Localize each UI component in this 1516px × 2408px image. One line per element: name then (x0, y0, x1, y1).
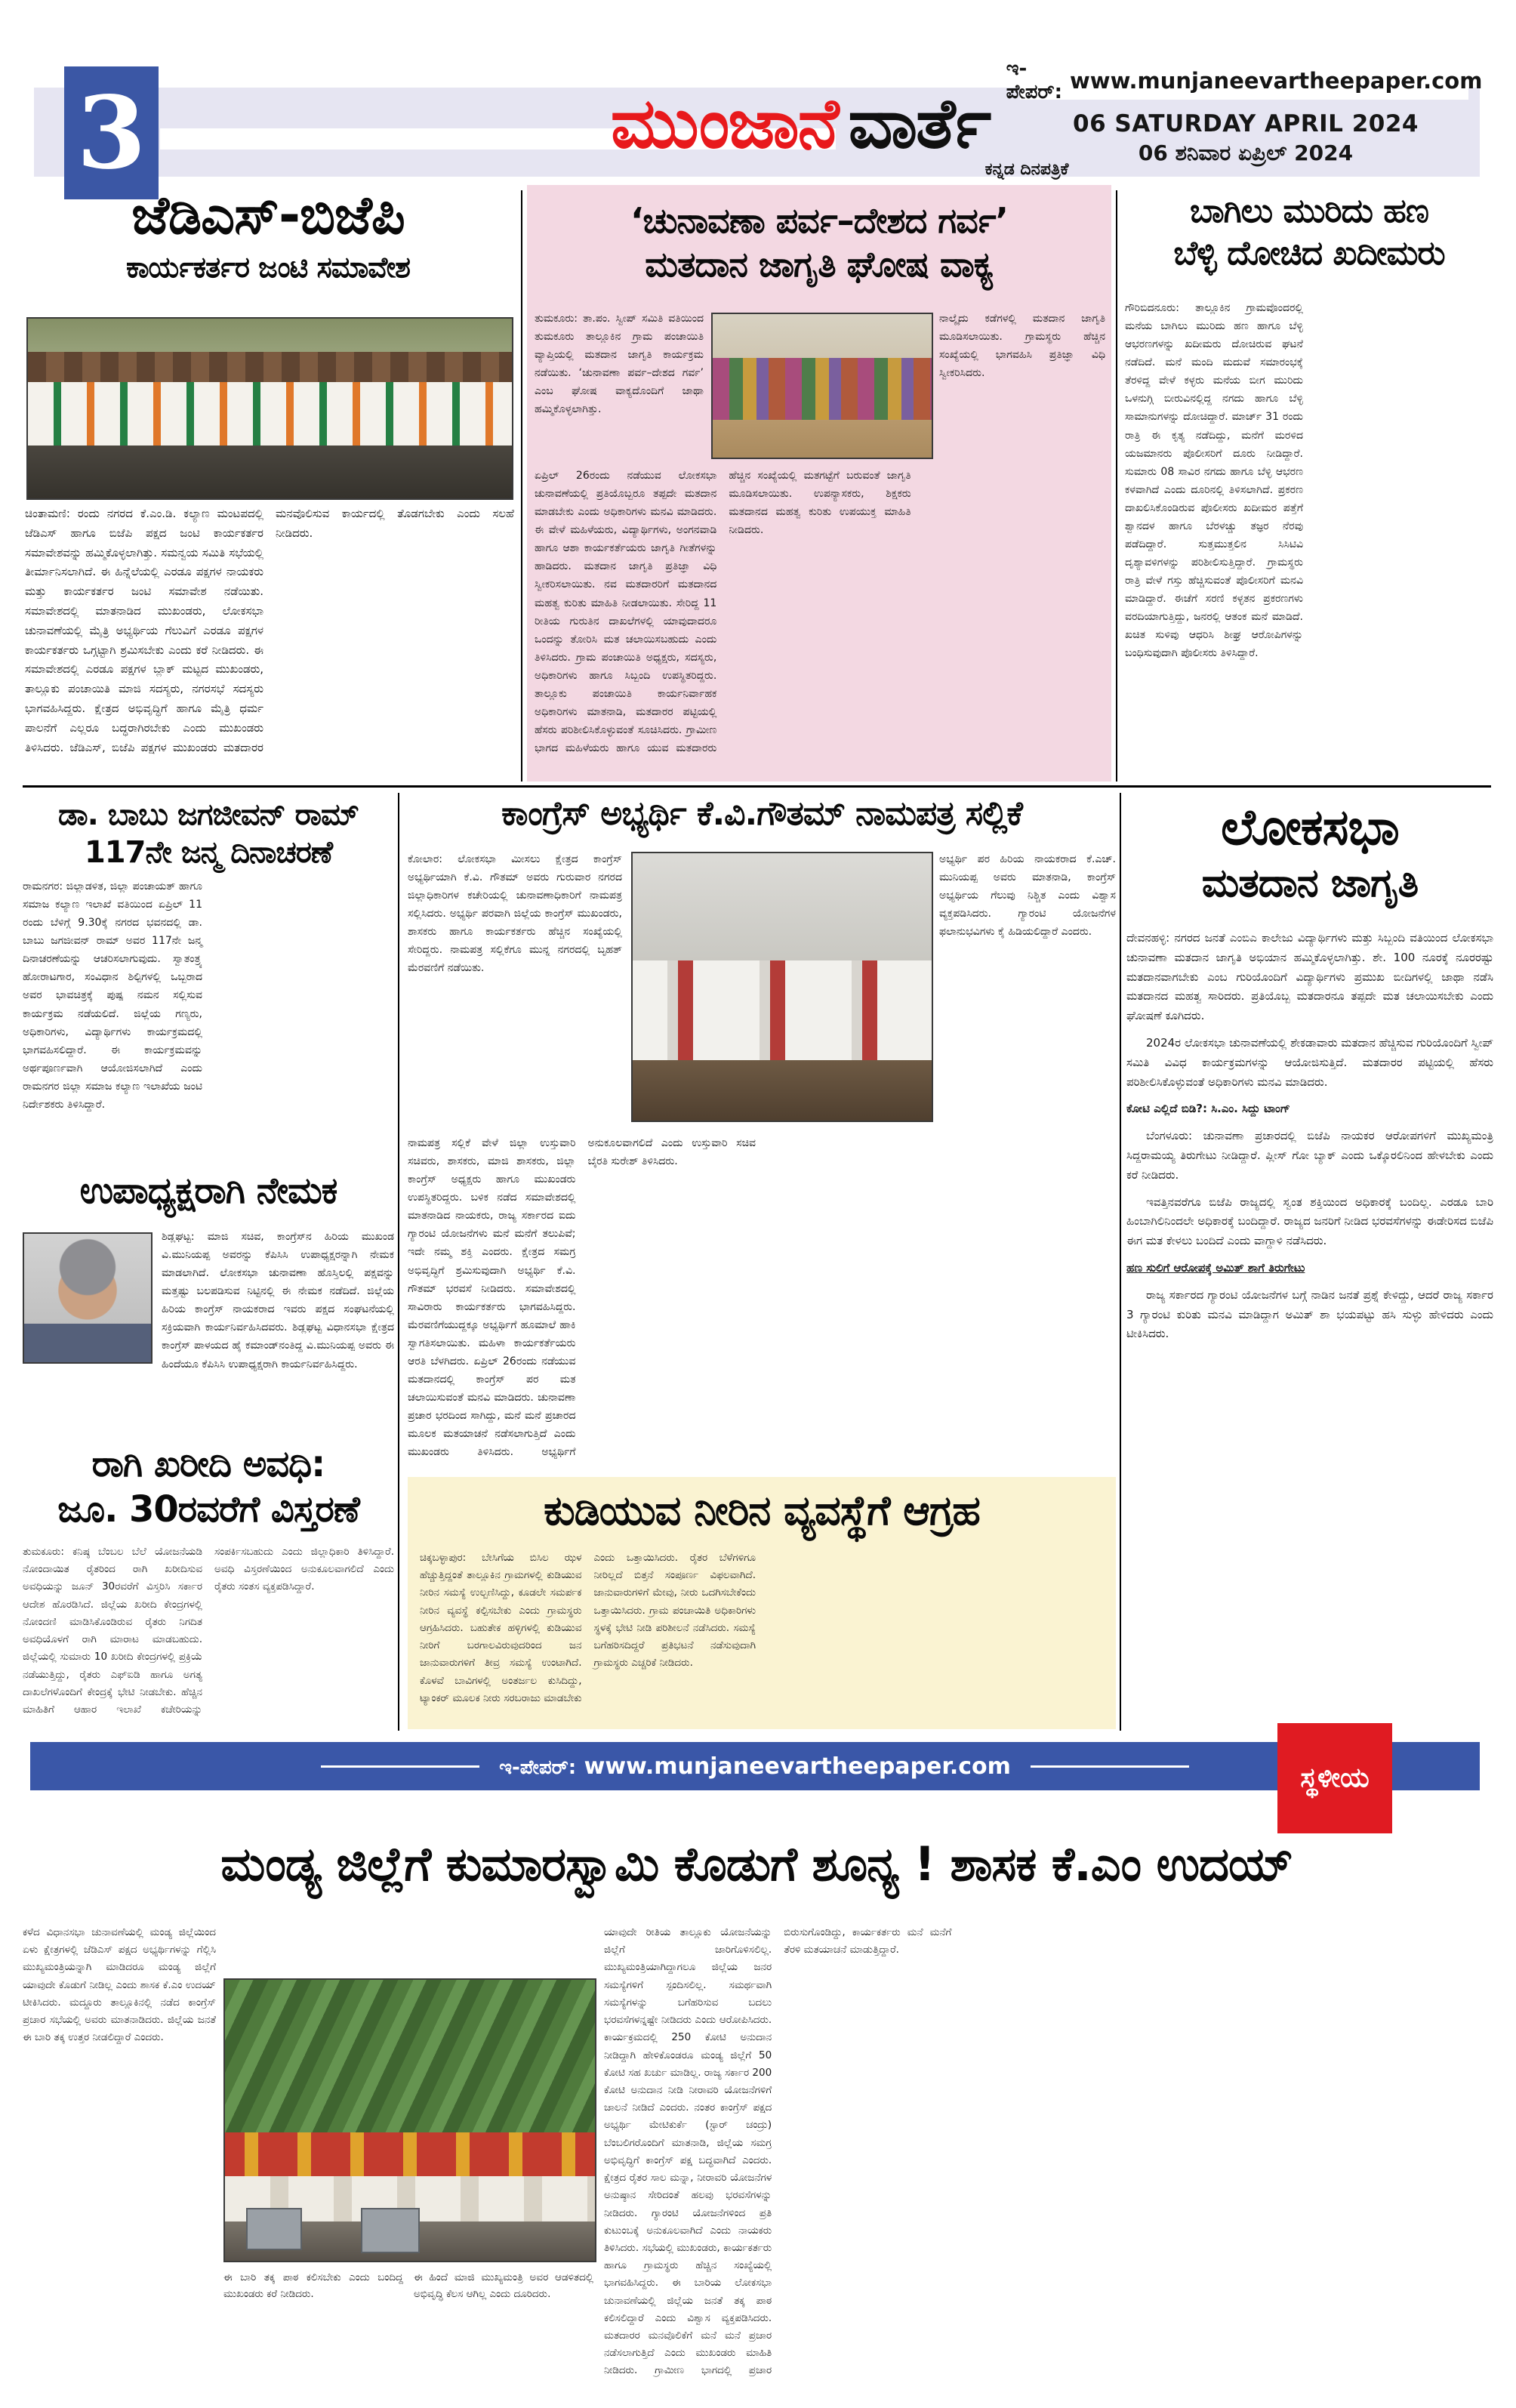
loudspeaker-icon (361, 2208, 420, 2253)
header-website-url[interactable]: www.munjaneevartheepaper.com (1070, 68, 1483, 94)
gautham-body-right (939, 850, 1116, 1128)
section-divider (23, 785, 1491, 788)
gautham-body-left (408, 850, 622, 1128)
header-epaper-box (1006, 57, 1483, 103)
epaper-label: ಇ-ಪೇಪರ್: (1006, 57, 1062, 103)
gautham-headline: ಕಾಂಗ್ರೆಸ್ ಅಭ್ಯರ್ಥಿ ಕೆ.ವಿ.ಗೌತಮ್ ನಾಮಪತ್ರ ಸಲ್ಲಿಕೆ (501, 794, 1022, 833)
column-rule (398, 793, 399, 1731)
article-text: ಏಪ್ರಿಲ್ 26ರಂದು ನಡೆಯುವ ಲೋಕಸಭಾ ಚುನಾವಣೆಯಲ್ಲಿ ಪ್ರತಿಯೊಬ್ಬರೂ ತಪ್ಪದೇ ಮತದಾನ ಮಾಡಬೇಕು ಎಂದು ಅಧಿಕಾರಿಗಳು ಮನವಿ ಮಾಡಿದರು. ಈ ವೇಳೆ ಮಹಿಳೆಯರು, ವಿದ್ಯಾರ್ಥಿಗಳು, ಅಂಗನವಾಡಿ ಹಾಗೂ ಆಶಾ ಕಾರ್ಯಕರ್ತೆಯರು ಜಾಗೃತಿ ಗೀತೆಗಳನ್ನು ಹಾಡಿದರು. ಮತದಾನ ಜಾಗೃತಿ ಪ್ರತಿಜ್ಞಾ ವಿಧಿ ಸ್ವೀಕರಿಸಲಾಯಿತು. ನವ ಮತದಾರರಿಗೆ ಮತದಾನದ ಮಹತ್ವ ಕುರಿತು ಮಾಹಿತಿ ನೀಡಲಾಯಿತು. ಸೇರಿದ್ದ 11 ರೀತಿಯ ಗುರುತಿನ ದಾಖಲೆಗಳಲ್ಲಿ ಯಾವುದಾದರೂ ಒಂದನ್ನು ತೋರಿಸಿ ಮತ ಚಲಾಯಿಸಬಹುದು ಎಂದು ತಿಳಿಸಿದರು. ಗ್ರಾಮ ಪಂಚಾಯಿತಿ ಅಧ್ಯಕ್ಷರು, ಸದಸ್ಯರು, ಅಧಿಕಾರಿಗಳು ಹಾಗೂ ಸಿಬ್ಬಂದಿ ಉಪಸ್ಥಿತರಿದ್ದರು. ತಾಲ್ಲೂಕು ಪಂಚಾಯಿತಿ ಕಾರ್ಯನಿರ್ವಾಹಕ ಅಧಿಕಾರಿಗಳು ಮಾತನಾಡಿ, ಮತದಾರರ ಪಟ್ಟಿಯಲ್ಲಿ ಹೆಸರು ಪರಿಶೀಲಿಸಿಕೊಳ್ಳುವಂತೆ ಸೂಚಿಸಿದರು. ಗ್ರಾಮೀಣ ಭಾಗದ ಮಹಿಳೆಯರು ಹಾಗೂ ಯುವ ಮತದಾರರು ಹೆಚ್ಚಿನ ಸಂಖ್ಯೆಯಲ್ಲಿ ಮತಗಟ್ಟೆಗೆ ಬರುವಂತೆ ಜಾಗೃತಿ ಮೂಡಿಸಲಾಯಿತು. ಉಪನ್ಯಾಸಕರು, ಶಿಕ್ಷಕರು ಮತದಾನದ ಮಹತ್ವ ಕುರಿತು ಉಪಯುಕ್ತ ಮಾಹಿತಿ ನೀಡಿದರು. (535, 470, 911, 755)
jds-bjp-headline: ಜೆಡಿಎಸ್-ಬಿಜೆಪಿ (131, 184, 405, 246)
article-text: ರಾಜ್ಯ ಸರ್ಕಾರದ ಗ್ಯಾರಂಟಿ ಯೋಜನೆಗಳ ಬಗ್ಗೆ ನಾಡಿನ ಜನತೆ ಪ್ರಶ್ನೆ ಕೇಳಿದ್ದು, ಆದರೆ ರಾಜ್ಯ ಸರ್ಕಾರ 3 ಗ್ಯಾರಂಟಿ ಕುರಿತು ಮನವಿ ಮಾಡಿದ್ದಾಗ ಅಮಿತ್ ಶಾ ಭಯಪಟ್ಟು ಹಸಿ ಸುಳ್ಳು ಹೇಳಿದರು ಎಂದು ಟೀಕಿಸಿದರು. (1126, 1287, 1493, 1341)
loksabha-subhead-1: ಕೋಟಿ ಎಲ್ಲಿದೆ ಬಿಡಿ?: ಸಿ.ಎಂ. ಸಿದ್ದು ಟಾಂಗ್ (1126, 1102, 1290, 1116)
article-text: ಕಳೆದ ವಿಧಾನಸಭಾ ಚುನಾವಣೆಯಲ್ಲಿ ಮಂಡ್ಯ ಜಿಲ್ಲೆಯಿಂದ ಏಳು ಕ್ಷೇತ್ರಗಳಲ್ಲಿ ಜೆಡಿಎಸ್ ಪಕ್ಷದ ಅಭ್ಯರ್ಥಿಗಳನ್ನು ಗೆಲ್ಲಿಸಿ ಮುಖ್ಯಮಂತ್ರಿಯನ್ನಾಗಿ ಮಾಡಿದರೂ ಮಂಡ್ಯ ಜಿಲ್ಲೆಗೆ ಯಾವುದೇ ಕೊಡುಗೆ ನೀಡಿಲ್ಲ ಎಂದು ಶಾಸಕ ಕೆ.ಎಂ ಉದಯ್ ಟೀಕಿಸಿದರು. ಮದ್ದೂರು ತಾಲ್ಲೂಕಿನಲ್ಲಿ ನಡೆದ ಕಾಂಗ್ರೆಸ್ ಪ್ರಚಾರ ಸಭೆಯಲ್ಲಿ ಅವರು ಮಾತನಾಡಿದರು. ಜಿಲ್ಲೆಯ ಜನತೆ ಈ ಬಾರಿ ತಕ್ಕ ಉತ್ತರ ನೀಡಲಿದ್ದಾರೆ ಎಂದರು. (23, 1926, 216, 2044)
mandya-photo-caption (223, 2270, 593, 2388)
loksabha-body (1126, 929, 1493, 1729)
vicepresident-body (23, 1228, 394, 1438)
sveep-jatha-photo (711, 313, 933, 459)
jds-bjp-subhead: ಕಾರ್ಯಕರ್ತರ ಜಂಟಿ ಸಮಾವೇಶ (126, 251, 410, 284)
mandya-event-photo (223, 1978, 596, 2262)
article-text: ಗೌರಿಬಿದನೂರು: ತಾಲ್ಲೂಕಿನ ಗ್ರಾಮವೊಂದರಲ್ಲಿ ಮನೆಯ ಬಾಗಿಲು ಮುರಿದು ಹಣ ಹಾಗೂ ಬೆಳ್ಳಿ ಆಭರಣಗಳನ್ನು ಖದೀಮರು ದೋಚಿರುವ ಘಟನೆ ನಡೆದಿದೆ. ಮನೆ ಮಂದಿ ಮದುವೆ ಸಮಾರಂಭಕ್ಕೆ ತೆರಳಿದ್ದ ವೇಳೆ ಕಳ್ಳರು ಮನೆಯ ಬೀಗ ಮುರಿದು ಒಳನುಗ್ಗಿ ಬೀರುವಿನಲ್ಲಿದ್ದ ನಗದು ಹಾಗೂ ಬೆಳ್ಳಿ ಸಾಮಾನುಗಳನ್ನು ದೋಚಿದ್ದಾರೆ. ಮಾರ್ಚ್ 31 ರಂದು ರಾತ್ರಿ ಈ ಕೃತ್ಯ ನಡೆದಿದ್ದು, ಮನೆಗೆ ಮರಳಿದ ಯಜಮಾನರು ಪೊಲೀಸರಿಗೆ ದೂರು ನೀಡಿದ್ದಾರೆ. ಸುಮಾರು 08 ಸಾವಿರ ನಗದು ಹಾಗೂ ಬೆಳ್ಳಿ ಆಭರಣ ಕಳವಾಗಿದೆ ಎಂದು ದೂರಿನಲ್ಲಿ ತಿಳಿಸಲಾಗಿದೆ. ಪ್ರಕರಣ ದಾಖಲಿಸಿಕೊಂಡಿರುವ ಪೊಲೀಸರು ಖದೀಮರ ಪತ್ತೆಗೆ ಶ್ವಾನದಳ ಹಾಗೂ ಬೆರಳಚ್ಚು ತಜ್ಞರ ನೆರವು ಪಡೆದಿದ್ದಾರೆ. ಸುತ್ತಮುತ್ತಲಿನ ಸಿಸಿಟಿವಿ ದೃಶ್ಯಾವಳಿಗಳನ್ನು ಪರಿಶೀಲಿಸುತ್ತಿದ್ದಾರೆ. ಗ್ರಾಮಸ್ಥರು ರಾತ್ರಿ ವೇಳೆ ಗಸ್ತು ಹೆಚ್ಚಿಸುವಂತೆ ಪೊಲೀಸರಿಗೆ ಮನವಿ ಮಾಡಿದ್ದಾರೆ. ಈಚೆಗೆ ಸರಣಿ ಕಳ್ಳತನ ಪ್ರಕರಣಗಳು ವರದಿಯಾಗುತ್ತಿದ್ದು, ಜನರಲ್ಲಿ ಆತಂಕ ಮನೆ ಮಾಡಿದೆ. ಖಚಿತ ಸುಳಿವು ಆಧರಿಸಿ ಶೀಘ್ರ ಆರೋಪಿಗಳನ್ನು ಬಂಧಿಸುವುದಾಗಿ ಪೊಲೀಸರು ತಿಳಿಸಿದ್ದಾರೆ. (1125, 302, 1303, 660)
column-rule (1120, 793, 1121, 1731)
sveep-body-bottom (535, 467, 1105, 775)
article-text: ದೇವನಹಳ್ಳಿ: ನಗರದ ಜನತೆ ಎಂಬಿಎ ಕಾಲೇಜು ವಿದ್ಯಾರ್ಥಿಗಳು ಮತ್ತು ಸಿಬ್ಬಂದಿ ವತಿಯಿಂದ ಲೋಕಸಭಾ ಚುನಾವಣಾ ಮತದಾನ ಜಾಗೃತಿ ಅಭಿಯಾನ ಹಮ್ಮಿಕೊಳ್ಳಲಾಗಿತ್ತು. ಶೇ. 100 ನೂರಕ್ಕೆ ನೂರರಷ್ಟು ಮತದಾನವಾಗಬೇಕು ಎಂಬ ಗುರಿಯೊಂದಿಗೆ ವಿದ್ಯಾರ್ಥಿಗಳು ಪ್ರಮುಖ ಬೀದಿಗಳಲ್ಲಿ ಜಾಥಾ ನಡೆಸಿ ಮತದಾನದ ಮಹತ್ವ ಸಾರಿದರು. ಪ್ರತಿಯೊಬ್ಬ ಮತದಾರನೂ ತಪ್ಪದೇ ಮತ ಚಲಾಯಿಸಬೇಕು ಎಂದು ಘೋಷಣೆ ಕೂಗಿದರು. (1126, 931, 1493, 1023)
sveep-body-left (535, 310, 704, 459)
mandya-body-intro (23, 1924, 216, 2389)
loudspeaker-icon (246, 2208, 302, 2250)
footer-website-url[interactable]: www.munjaneevartheepaper.com (584, 1753, 1011, 1780)
gautham-body-bottom (408, 1134, 1116, 1469)
date-english: 06 SATURDAY APRIL 2024 (1073, 110, 1419, 137)
article-text: ತುಮಕೂರು: ಕನಿಷ್ಠ ಬೆಂಬಲ ಬೆಲೆ ಯೋಜನೆಯಡಿ ನೋಂದಾಯಿತ ರೈತರಿಂದ ರಾಗಿ ಖರೀದಿಸುವ ಅವಧಿಯನ್ನು ಜೂನ್ 30ರವರೆಗೆ ವಿಸ್ತರಿಸಿ ಸರ್ಕಾರ ಆದೇಶ ಹೊರಡಿಸಿದೆ. ಜಿಲ್ಲೆಯ ಖರೀದಿ ಕೇಂದ್ರಗಳಲ್ಲಿ ನೋಂದಣಿ ಮಾಡಿಸಿಕೊಂಡಿರುವ ರೈತರು ನಿಗದಿತ ಅವಧಿಯೊಳಗೆ ರಾಗಿ ಮಾರಾಟ ಮಾಡಬಹುದು. ಜಿಲ್ಲೆಯಲ್ಲಿ ಸುಮಾರು 10 ಖರೀದಿ ಕೇಂದ್ರಗಳಲ್ಲಿ ಪ್ರಕ್ರಿಯೆ ನಡೆಯುತ್ತಿದ್ದು, ರೈತರು ಎಫ್‌ಐಡಿ ಹಾಗೂ ಅಗತ್ಯ ದಾಖಲೆಗಳೊಂದಿಗೆ ಕೇಂದ್ರಕ್ಕೆ ಭೇಟಿ ನೀಡಬೇಕು. ಹೆಚ್ಚಿನ ಮಾಹಿತಿಗೆ ಆಹಾರ ಇಲಾಖೆ ಕಚೇರಿಯನ್ನು ಸಂಪರ್ಕಿಸಬಹುದು ಎಂದು ಜಿಲ್ಲಾಧಿಕಾರಿ ತಿಳಿಸಿದ್ದಾರೆ. ಅವಧಿ ವಿಸ್ತರಣೆಯಿಂದ ಅನುಕೂಲವಾಗಲಿದೆ ಎಂದು ರೈತರು ಸಂತಸ ವ್ಯಕ್ತಪಡಿಸಿದ್ದಾರೆ. (23, 1546, 394, 1716)
article-text: ನಾಲ್ಕೈದು ಕಡೆಗಳಲ್ಲಿ ಮತದಾನ ಜಾಗೃತಿ ಮೂಡಿಸಲಾಯಿತು. ಗ್ರಾಮಸ್ಥರು ಹೆಚ್ಚಿನ ಸಂಖ್ಯೆಯಲ್ಲಿ ಭಾಗವಹಿಸಿ ಪ್ರತಿಜ್ಞಾ ವಿಧಿ ಸ್ವೀಕರಿಸಿದರು. (939, 313, 1105, 380)
article-text: ಚಿಕ್ಕಬಳ್ಳಾಪುರ: ಬೇಸಿಗೆಯ ಬಿಸಿಲ ಝಳ ಹೆಚ್ಚುತ್ತಿದ್ದಂತೆ ತಾಲ್ಲೂಕಿನ ಗ್ರಾಮಗಳಲ್ಲಿ ಕುಡಿಯುವ ನೀರಿನ ಸಮಸ್ಯೆ ಉಲ್ಬಣಿಸಿದ್ದು, ಕೂಡಲೇ ಸಮರ್ಪಕ ನೀರಿನ ವ್ಯವಸ್ಥೆ ಕಲ್ಪಿಸಬೇಕು ಎಂದು ಗ್ರಾಮಸ್ಥರು ಆಗ್ರಹಿಸಿದರು. ಬಹುತೇಕ ಹಳ್ಳಿಗಳಲ್ಲಿ ಕುಡಿಯುವ ನೀರಿಗೆ ಬರಗಾಲವಿರುವುದರಿಂದ ಜನ ಜಾನುವಾರುಗಳಿಗೆ ತೀವ್ರ ಸಮಸ್ಯೆ ಉಂಟಾಗಿದೆ. ಕೊಳವೆ ಬಾವಿಗಳಲ್ಲಿ ಅಂತರ್ಜಲ ಕುಸಿದಿದ್ದು, ಟ್ಯಾಂಕರ್ ಮೂಲಕ ನೀರು ಸರಬರಾಜು ಮಾಡಬೇಕು ಎಂದು ಒತ್ತಾಯಿಸಿದರು. ರೈತರ ಬೆಳೆಗಳಿಗೂ ನೀರಿಲ್ಲದೆ ಬಿತ್ತನೆ ಸಂಪೂರ್ಣ ವಿಫಲವಾಗಿದೆ. ಜಾನುವಾರುಗಳಿಗೆ ಮೇವು, ನೀರು ಒದಗಿಸಬೇಕೆಂದು ಒತ್ತಾಯಿಸಿದರು. ಗ್ರಾಮ ಪಂಚಾಯಿತಿ ಅಧಿಕಾರಿಗಳು ಸ್ಥಳಕ್ಕೆ ಭೇಟಿ ನೀಡಿ ಪರಿಶೀಲನೆ ನಡೆಸಿದರು. ಸಮಸ್ಯೆ ಬಗೆಹರಿಸದಿದ್ದರೆ ಪ್ರತಿಭಟನೆ ನಡೆಸುವುದಾಗಿ ಗ್ರಾಮಸ್ಥರು ಎಚ್ಚರಿಕೆ ನೀಡಿದರು. (420, 1552, 756, 1704)
article-text: ಶಿಡ್ಲಘಟ್ಟ: ಮಾಜಿ ಸಚಿವ, ಕಾಂಗ್ರೆಸ್‌ನ ಹಿರಿಯ ಮುಖಂಡ ವಿ.ಮುನಿಯಪ್ಪ ಅವರನ್ನು ಕೆಪಿಸಿಸಿ ಉಪಾಧ್ಯಕ್ಷರನ್ನಾಗಿ ನೇಮಕ ಮಾಡಲಾಗಿದೆ. ಲೋಕಸಭಾ ಚುನಾವಣಾ ಹೊಸ್ತಿಲಲ್ಲಿ ಪಕ್ಷವನ್ನು ಮತ್ತಷ್ಟು ಬಲಪಡಿಸುವ ನಿಟ್ಟಿನಲ್ಲಿ ಈ ನೇಮಕ ನಡೆದಿದೆ. ಜಿಲ್ಲೆಯ ಹಿರಿಯ ಕಾಂಗ್ರೆಸ್ ನಾಯಕರಾದ ಇವರು ಪಕ್ಷದ ಸಂಘಟನೆಯಲ್ಲಿ ಸಕ್ರಿಯವಾಗಿ ಕಾರ್ಯನಿರ್ವಹಿಸಿದವರು. ಶಿಡ್ಲಘಟ್ಟ ವಿಧಾನಸಭಾ ಕ್ಷೇತ್ರದ ಕಾಂಗ್ರೆಸ್ ಪಾಳಯದ ಹೈ ಕಮಾಂಡ್‌ನಂತಿದ್ದ ವಿ.ಮುನಿಯಪ್ಪ ಅವರು ಈ ಹಿಂದೆಯೂ ಕೆಪಿಸಿಸಿ ಉಪಾಧ್ಯಕ್ಷರಾಗಿ ಕಾರ್ಯನಿರ್ವಹಿಸಿದ್ದರು. (162, 1231, 394, 1370)
caption-text: ಈ ಬಾರಿ ತಕ್ಕ ಪಾಠ ಕಲಿಸಬೇಕು ಎಂದು ಬಂದಿದ್ದ ಮುಖಂಡರು ಕರೆ ನೀಡಿದರು. (223, 2271, 403, 2300)
vicepresident-headline: ಉಪಾಧ್ಯಕ್ಷರಾಗಿ ನೇಮಕ (79, 1170, 337, 1212)
ragi-headline-line2: ಜೂ. 30ರವರೆಗೆ ವಿಸ್ತರಣೆ (57, 1488, 359, 1531)
water-body (420, 1549, 1104, 1722)
article-text: ಅಭ್ಯರ್ಥಿ ಪರ ಹಿರಿಯ ನಾಯಕರಾದ ಕೆ.ಎಚ್. ಮುನಿಯಪ್ಪ ಅವರು ಮಾತನಾಡಿ, ಕಾಂಗ್ರೆಸ್ ಅಭ್ಯರ್ಥಿಯ ಗೆಲುವು ನಿಶ್ಚಿತ ಎಂದು ವಿಶ್ವಾಸ ವ್ಯಕ್ತಪಡಿಸಿದರು. ಗ್ಯಾರಂಟಿ ಯೋಜನೆಗಳ ಫಲಾನುಭವಿಗಳು ಕೈ ಹಿಡಿಯಲಿದ್ದಾರೆ ಎಂದರು. (939, 853, 1116, 939)
caption-text: ಈ ಹಿಂದೆ ಮಾಜಿ ಮುಖ್ಯಮಂತ್ರಿ ಅವರ ಆಡಳಿತದಲ್ಲಿ ಅಭಿವೃದ್ಧಿ ಕೆಲಸ ಆಗಿಲ್ಲ ಎಂದು ದೂರಿದರು. (414, 2271, 593, 2300)
article-text: ರಾಮನಗರ: ಜಿಲ್ಲಾಡಳಿತ, ಜಿಲ್ಲಾ ಪಂಚಾಯತ್ ಹಾಗೂ ಸಮಾಜ ಕಲ್ಯಾಣ ಇಲಾಖೆ ವತಿಯಿಂದ ಏಪ್ರಿಲ್ 11 ರಂದು ಬೆಳಿಗ್ಗೆ 9.30ಕ್ಕೆ ನಗರದ ಭವನದಲ್ಲಿ ಡಾ. ಬಾಬು ಜಗಜೀವನ್ ರಾಮ್ ಅವರ 117ನೇ ಜನ್ಮ ದಿನಾಚರಣೆಯನ್ನು ಆಚರಿಸಲಾಗುವುದು. ಸ್ವಾತಂತ್ರ್ಯ ಹೋರಾಟಗಾರ, ಸಂವಿಧಾನ ಶಿಲ್ಪಿಗಳಲ್ಲಿ ಒಬ್ಬರಾದ ಅವರ ಭಾವಚಿತ್ರಕ್ಕೆ ಪುಷ್ಪ ನಮನ ಸಲ್ಲಿಸುವ ಕಾರ್ಯಕ್ರಮ ನಡೆಯಲಿದೆ. ಜಿಲ್ಲೆಯ ಗಣ್ಯರು, ಅಧಿಕಾರಿಗಳು, ವಿದ್ಯಾರ್ಥಿಗಳು ಕಾರ್ಯಕ್ರಮದಲ್ಲಿ ಭಾಗವಹಿಸಲಿದ್ದಾರೆ. ಈ ಕಾರ್ಯಕ್ರಮವನ್ನು ಅರ್ಥಪೂರ್ಣವಾಗಿ ಆಯೋಜಿಸಲಾಗಿದೆ ಎಂದು ರಾಮನಗರ ಜಿಲ್ಲಾ ಸಮಾಜ ಕಲ್ಯಾಣ ಇಲಾಖೆಯ ಜಂಟಿ ನಿರ್ದೇಶಕರು ತಿಳಿಸಿದ್ದಾರೆ. (23, 880, 202, 1111)
masthead-tagline: ಕನ್ನಡ ದಿನಪತ್ರಿಕೆ (984, 160, 1069, 179)
ragi-headline-line1: ರಾಗಿ ಖರೀದಿ ಅವಧಿ: (91, 1443, 325, 1485)
vicepresident-portrait-photo (23, 1232, 153, 1364)
jds-bjp-body (25, 504, 514, 781)
section-tag-local: ಸ್ಥಳೀಯ (1277, 1723, 1392, 1833)
header-dates (1049, 110, 1442, 166)
loksabha-subhead-2: ಹಣ ಸುಲಿಗೆ ಆರೋಪಕ್ಕೆ ಅಮಿತ್ ಶಾಗೆ ತಿರುಗೇಟು (1126, 1260, 1305, 1275)
date-kannada: 06 ಶನಿವಾರ ಏಪ್ರಿಲ್ 2024 (1138, 140, 1354, 165)
article-text: ಕೋಲಾರ: ಲೋಕಸಭಾ ಮೀಸಲು ಕ್ಷೇತ್ರದ ಕಾಂಗ್ರೆಸ್ ಅಭ್ಯರ್ಥಿಯಾಗಿ ಕೆ.ವಿ. ಗೌತಮ್ ಅವರು ಗುರುವಾರ ನಗರದ ಜಿಲ್ಲಾಧಿಕಾರಿಗಳ ಕಚೇರಿಯಲ್ಲಿ ಚುನಾವಣಾಧಿಕಾರಿಗೆ ನಾಮಪತ್ರ ಸಲ್ಲಿಸಿದರು. ಅಭ್ಯರ್ಥಿ ಪರವಾಗಿ ಜಿಲ್ಲೆಯ ಕಾಂಗ್ರೆಸ್ ಮುಖಂಡರು, ಶಾಸಕರು ಹಾಗೂ ಕಾರ್ಯಕರ್ತರು ಹೆಚ್ಚಿನ ಸಂಖ್ಯೆಯಲ್ಲಿ ಸೇರಿದ್ದರು. ನಾಮಪತ್ರ ಸಲ್ಲಿಕೆಗೂ ಮುನ್ನ ನಗರದಲ್ಲಿ ಬೃಹತ್ ಮೆರವಣಿಗೆ ನಡೆಯಿತು. (408, 853, 622, 975)
article-text: ತುಮಕೂರು: ತಾ.ಪಂ. ಸ್ವೀಪ್ ಸಮಿತಿ ವತಿಯಿಂದ ತುಮಕೂರು ತಾಲ್ಲೂಕಿನ ಗ್ರಾಮ ಪಂಚಾಯಿತಿ ವ್ಯಾಪ್ತಿಯಲ್ಲಿ ಮತದಾನ ಜಾಗೃತಿ ಕಾರ್ಯಕ್ರಮ ನಡೆಯಿತು. ‘ಚುನಾವಣಾ ಪರ್ವ–ದೇಶದ ಗರ್ವ’ ಎಂಬ ಘೋಷ ವಾಕ್ಯದೊಂದಿಗೆ ಜಾಥಾ ಹಮ್ಮಿಕೊಳ್ಳಲಾಗಿತ್ತು. (535, 313, 704, 416)
jds-bjp-meeting-photo (26, 317, 513, 500)
sveep-headline-line1: ‘ಚುನಾವಣಾ ಪರ್ವ–ದೇಶದ ಗರ್ವ’ (630, 200, 1009, 241)
theft-body (1125, 299, 1493, 781)
water-headline: ಕುಡಿಯುವ ನೀರಿನ ವ್ಯವಸ್ಥೆಗೆ ಆಗ್ರಹ (544, 1487, 980, 1534)
mandya-headline: ಮಂಡ್ಯ ಜಿಲ್ಲೆಗೆ ಕುಮಾರಸ್ವಾಮಿ ಕೊಡುಗೆ ಶೂನ್ಯ ! ಶಾಸಕ ಕೆ.ಎಂ ಉದಯ್ (220, 1836, 1293, 1892)
article-text: ಯಾವುದೇ ರೀತಿಯ ತಾಲ್ಲೂಕು ಯೋಜನೆಯನ್ನು ಜಿಲ್ಲೆಗೆ ಜಾರಿಗೊಳಿಸಲಿಲ್ಲ. ಮುಖ್ಯಮಂತ್ರಿಯಾಗಿದ್ದಾಗಲೂ ಜಿಲ್ಲೆಯ ಜನರ ಸಮಸ್ಯೆಗಳಿಗೆ ಸ್ಪಂದಿಸಲಿಲ್ಲ. ಸಮರ್ಥವಾಗಿ ಸಮಸ್ಯೆಗಳನ್ನು ಬಗೆಹರಿಸುವ ಬದಲು ಭರವಸೆಗಳನ್ನಷ್ಟೇ ನೀಡಿದರು ಎಂದು ಆರೋಪಿಸಿದರು. ಕಾರ್ಯಕ್ರಮದಲ್ಲಿ 250 ಕೋಟಿ ಅನುದಾನ ನೀಡಿದ್ದಾಗಿ ಹೇಳಿಕೊಂಡರೂ ಮಂಡ್ಯ ಜಿಲ್ಲೆಗೆ 50 ಕೋಟಿ ಸಹ ಖರ್ಚು ಮಾಡಿಲ್ಲ. ರಾಜ್ಯ ಸರ್ಕಾರ 200 ಕೋಟಿ ಅನುದಾನ ನೀಡಿ ನೀರಾವರಿ ಯೋಜನೆಗಳಿಗೆ ಚಾಲನೆ ನೀಡಿದೆ ಎಂದರು. ನಂತರ ಕಾಂಗ್ರೆಸ್ ಪಕ್ಷದ ಅಭ್ಯರ್ಥಿ ಮೇಟಿಕುರ್ಕೆ (ಸ್ಟಾರ್ ಚಂದ್ರು) ಬೆಂಬಲಿಗರೊಂದಿಗೆ ಮಾತನಾಡಿ, ಜಿಲ್ಲೆಯ ಸಮಗ್ರ ಅಭಿವೃದ್ಧಿಗೆ ಕಾಂಗ್ರೆಸ್ ಪಕ್ಷ ಬದ್ಧವಾಗಿದೆ ಎಂದರು. ಕ್ಷೇತ್ರದ ರೈತರ ಸಾಲ ಮನ್ನಾ, ನೀರಾವರಿ ಯೋಜನೆಗಳ ಅನುಷ್ಠಾನ ಸೇರಿದಂತೆ ಹಲವು ಭರವಸೆಗಳನ್ನು ನೀಡಿದರು. ಗ್ಯಾರಂಟಿ ಯೋಜನೆಗಳಿಂದ ಪ್ರತಿ ಕುಟುಂಬಕ್ಕೆ ಅನುಕೂಲವಾಗಿದೆ ಎಂದು ನಾಯಕರು ತಿಳಿಸಿದರು. ಸಭೆಯಲ್ಲಿ ಮುಖಂಡರು, ಕಾರ್ಯಕರ್ತರು ಹಾಗೂ ಗ್ರಾಮಸ್ಥರು ಹೆಚ್ಚಿನ ಸಂಖ್ಯೆಯಲ್ಲಿ ಭಾಗವಹಿಸಿದ್ದರು. ಈ ಬಾರಿಯ ಲೋಕಸಭಾ ಚುನಾವಣೆಯಲ್ಲಿ ಜಿಲ್ಲೆಯ ಜನತೆ ತಕ್ಕ ಪಾಠ ಕಲಿಸಲಿದ್ದಾರೆ ಎಂದು ವಿಶ್ವಾಸ ವ್ಯಕ್ತಪಡಿಸಿದರು. ಮತದಾರರ ಮನವೊಲಿಕೆಗೆ ಮನೆ ಮನೆ ಪ್ರಚಾರ ನಡೆಸಲಾಗುತ್ತಿದೆ ಎಂದು ಮುಖಂಡರು ಮಾಹಿತಿ ನೀಡಿದರು. ಗ್ರಾಮೀಣ ಭಾಗದಲ್ಲಿ ಪ್ರಚಾರ ಬಿರುಸುಗೊಂಡಿದ್ದು, ಕಾರ್ಯಕರ್ತರು ಮನೆ ಮನೆಗೆ ತೆರಳಿ ಮತಯಾಚನೆ ಮಾಡುತ್ತಿದ್ದಾರೆ. (604, 1926, 952, 2377)
ragi-body (23, 1543, 394, 1729)
jagjivan-headline-line1: ಡಾ. ಬಾಬು ಜಗಜೀವನ್ ರಾಮ್ (58, 797, 359, 832)
theft-headline-line2: ಬೆಳ್ಳಿ ದೋಚಿದ ಖದೀಮರು (1173, 234, 1445, 273)
loksabha-headline-line2: ಮತದಾನ ಜಾಗೃತಿ (1201, 861, 1419, 906)
footer-epaper-label: ಇ-ಪೇಪರ್: (499, 1756, 577, 1779)
jagjivan-body (23, 877, 394, 1163)
column-rule (1116, 190, 1117, 782)
page-number (64, 66, 159, 199)
mandya-body-columns (604, 1924, 1491, 2389)
gautham-nomination-photo (631, 852, 933, 1122)
article-text: 2024ರ ಲೋಕಸಭಾ ಚುನಾವಣೆಯಲ್ಲಿ ಶೇಕಡಾವಾರು ಮತದಾನ ಹೆಚ್ಚಿಸುವ ಗುರಿಯೊಂದಿಗೆ ಸ್ವೀಪ್ ಸಮಿತಿ ವಿವಿಧ ಕಾರ್ಯಕ್ರಮಗಳನ್ನು ಆಯೋಜಿಸುತ್ತಿದೆ. ಮತದಾರರ ಪಟ್ಟಿಯಲ್ಲಿ ಹೆಸರು ಪರಿಶೀಲಿಸಿಕೊಳ್ಳುವಂತೆ ಅಧಿಕಾರಿಗಳು ಮನವಿ ಮಾಡಿದರು. (1126, 1035, 1493, 1089)
theft-headline-line1: ಬಾಗಿಲು ಮುರಿದು ಹಣ (1190, 192, 1428, 230)
article-text: ಚಿಂತಾಮಣಿ: ರಂದು ನಗರದ ಕೆ.ಎಂ.ಡಿ. ಕಲ್ಯಾಣ ಮಂಟಪದಲ್ಲಿ ಜೆಡಿಎಸ್ ಹಾಗೂ ಬಿಜೆಪಿ ಪಕ್ಷದ ಜಂಟಿ ಕಾರ್ಯಕರ್ತರ ಸಮಾವೇಶವನ್ನು ಹಮ್ಮಿಕೊಳ್ಳಲಾಗಿತ್ತು. ಸಮನ್ವಯ ಸಮಿತಿ ಸಭೆಯಲ್ಲಿ ತೀರ್ಮಾನಿಸಲಾಗಿದೆ. ಈ ಹಿನ್ನೆಲೆಯಲ್ಲಿ ಎರಡೂ ಪಕ್ಷಗಳ ನಾಯಕರು ಮತ್ತು ಕಾರ್ಯಕರ್ತರ ಜಂಟಿ ಸಮಾವೇಶ ನಡೆಯಿತು. ಸಮಾವೇಶದಲ್ಲಿ ಮಾತನಾಡಿದ ಮುಖಂಡರು, ಲೋಕಸಭಾ ಚುನಾವಣೆಯಲ್ಲಿ ಮೈತ್ರಿ ಅಭ್ಯರ್ಥಿಯ ಗೆಲುವಿಗೆ ಎರಡೂ ಪಕ್ಷಗಳ ಕಾರ್ಯಕರ್ತರು ಒಗ್ಗಟ್ಟಾಗಿ ಶ್ರಮಿಸಬೇಕು ಎಂದು ಕರೆ ನೀಡಿದರು. ಈ ಸಮಾವೇಶದಲ್ಲಿ ಎರಡೂ ಪಕ್ಷಗಳ ಬ್ಲಾಕ್ ಮಟ್ಟದ ಮುಖಂಡರು, ತಾಲ್ಲೂಕು ಪಂಚಾಯಿತಿ ಮಾಜಿ ಸದಸ್ಯರು, ನಗರಸಭೆ ಸದಸ್ಯರು ಭಾಗವಹಿಸಿದ್ದರು. ಕ್ಷೇತ್ರದ ಅಭಿವೃದ್ಧಿಗೆ ಹಾಗೂ ಮೈತ್ರಿ ಧರ್ಮ ಪಾಲನೆಗೆ ಎಲ್ಲರೂ ಬದ್ಧರಾಗಿರಬೇಕು ಎಂದು ಮುಖಂಡರು ತಿಳಿಸಿದರು. ಜೆಡಿಎಸ್, ಬಿಜೆಪಿ ಪಕ್ಷಗಳ ಮುಖಂಡರು ಮತದಾರರ ಮನವೊಲಿಸುವ ಕಾರ್ಯದಲ್ಲಿ ತೊಡಗಬೇಕು ಎಂದು ಸಲಹೆ ನೀಡಿದರು. (25, 507, 514, 754)
article-text: ಬೆಂಗಳೂರು: ಚುನಾವಣಾ ಪ್ರಚಾರದಲ್ಲಿ ಬಿಜೆಪಿ ನಾಯಕರ ಆರೋಪಗಳಿಗೆ ಮುಖ್ಯಮಂತ್ರಿ ಸಿದ್ದರಾಮಯ್ಯ ತಿರುಗೇಟು ನೀಡಿದ್ದಾರೆ. ಪ್ಲೀಸ್ ಗೋ ಬ್ಯಾಕ್ ಎಂದು ಒಕ್ಕೊರಲಿನಿಂದ ಹೇಳಬೇಕು ಎಂದು ಕರೆ ನೀಡಿದರು. (1126, 1129, 1493, 1182)
bar-line-right (1031, 1765, 1189, 1768)
sveep-body-right (939, 310, 1105, 459)
sveep-headline-line2: ಮತದಾನ ಜಾಗೃತಿ ಘೋಷ ವಾಕ್ಯ (645, 244, 994, 285)
masthead-black-text: ವಾರ್ತೆ (848, 83, 991, 164)
bar-line-left (321, 1765, 479, 1768)
masthead-red-text: ಮುಂಜಾನೆ (610, 83, 838, 164)
article-text: ನಾಮಪತ್ರ ಸಲ್ಲಿಕೆ ವೇಳೆ ಜಿಲ್ಲಾ ಉಸ್ತುವಾರಿ ಸಚಿವರು, ಶಾಸಕರು, ಮಾಜಿ ಶಾಸಕರು, ಜಿಲ್ಲಾ ಕಾಂಗ್ರೆಸ್ ಅಧ್ಯಕ್ಷರು ಹಾಗೂ ಮುಖಂಡರು ಉಪಸ್ಥಿತರಿದ್ದರು. ಬಳಿಕ ನಡೆದ ಸಮಾವೇಶದಲ್ಲಿ ಮಾತನಾಡಿದ ನಾಯಕರು, ರಾಜ್ಯ ಸರ್ಕಾರದ ಐದು ಗ್ಯಾರಂಟಿ ಯೋಜನೆಗಳು ಮನೆ ಮನೆಗೆ ತಲುಪಿವೆ; ಇದೇ ನಮ್ಮ ಶಕ್ತಿ ಎಂದರು. ಕ್ಷೇತ್ರದ ಸಮಗ್ರ ಅಭಿವೃದ್ಧಿಗೆ ಶ್ರಮಿಸುವುದಾಗಿ ಅಭ್ಯರ್ಥಿ ಕೆ.ವಿ. ಗೌತಮ್ ಭರವಸೆ ನೀಡಿದರು. ಸಮಾವೇಶದಲ್ಲಿ ಸಾವಿರಾರು ಕಾರ್ಯಕರ್ತರು ಭಾಗವಹಿಸಿದ್ದರು. ಮೆರವಣಿಗೆಯುದ್ದಕ್ಕೂ ಅಭ್ಯರ್ಥಿಗೆ ಹೂಮಾಲೆ ಹಾಕಿ ಸ್ವಾಗತಿಸಲಾಯಿತು. ಮಹಿಳಾ ಕಾರ್ಯಕರ್ತೆಯರು ಆರತಿ ಬೆಳಗಿದರು. ಏಪ್ರಿಲ್ 26ರಂದು ನಡೆಯುವ ಮತದಾನದಲ್ಲಿ ಕಾಂಗ್ರೆಸ್ ಪರ ಮತ ಚಲಾಯಿಸುವಂತೆ ಮನವಿ ಮಾಡಿದರು. ಚುನಾವಣಾ ಪ್ರಚಾರ ಭರದಿಂದ ಸಾಗಿದ್ದು, ಮನೆ ಮನೆ ಪ್ರಚಾರದ ಮೂಲಕ ಮತಯಾಚನೆ ನಡೆಸಲಾಗುತ್ತಿದೆ ಎಂದು ಮುಖಂಡರು ತಿಳಿಸಿದರು. ಅಭ್ಯರ್ಥಿಗೆ ಅನುಕೂಲವಾಗಲಿದೆ ಎಂದು ಉಸ್ತುವಾರಿ ಸಚಿವ ಬೈರತಿ ಸುರೇಶ್ ತಿಳಿಸಿದರು. (408, 1137, 756, 1459)
jagjivan-headline-line2: 117ನೇ ಜನ್ಮ ದಿನಾಚರಣೆ (84, 835, 333, 870)
column-rule (521, 190, 522, 782)
page-number-text: 3 (76, 74, 146, 192)
article-text: ಇವತ್ತಿನವರೆಗೂ ಬಿಜೆಪಿ ರಾಜ್ಯದಲ್ಲಿ ಸ್ವಂತ ಶಕ್ತಿಯಿಂದ ಅಧಿಕಾರಕ್ಕೆ ಬಂದಿಲ್ಲ. ಎರಡೂ ಬಾರಿ ಹಿಂಬಾಗಿಲಿನಿಂದಲೇ ಅಧಿಕಾರಕ್ಕೆ ಬಂದಿದ್ದಾರೆ. ರಾಜ್ಯದ ಜನರಿಗೆ ನೀಡಿದ ಭರವಸೆಗಳನ್ನು ಈಡೇರಿಸದ ಬಿಜೆಪಿ ಈಗ ಮತ ಕೇಳಲು ಬಂದಿದೆ ಎಂದು ವಾಗ್ದಾಳಿ ನಡೆಸಿದರು. (1126, 1195, 1493, 1248)
loksabha-headline-line1: ಲೋಕಸಭಾ (1221, 798, 1399, 856)
footer-epaper-bar (30, 1742, 1480, 1790)
